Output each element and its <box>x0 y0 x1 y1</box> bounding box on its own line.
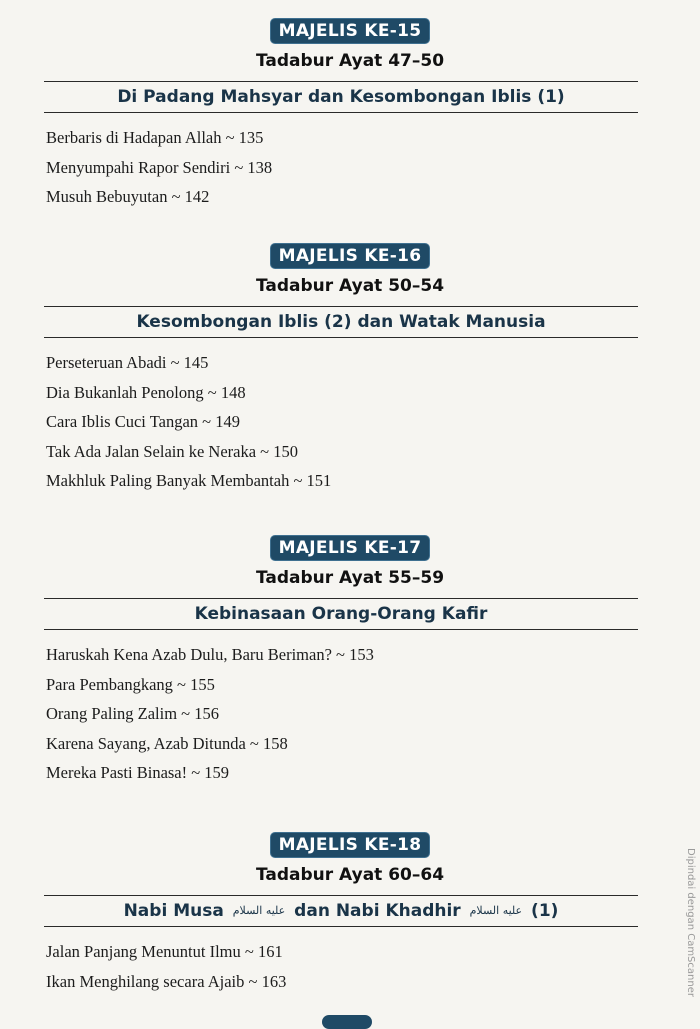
section-topic: Di Padang Mahsyar dan Kesombongan Iblis (1) <box>44 81 638 113</box>
section-topic: Kebinasaan Orang-Orang Kafir <box>44 598 638 630</box>
honorific-calligraphy-icon: عليه السلام <box>469 904 523 917</box>
toc-entry[interactable]: Dia Bukanlah Penolong ~ 148 <box>46 382 246 402</box>
entry-list <box>46 123 700 212</box>
toc-entry[interactable]: Tak Ada Jalan Selain ke Neraka ~ 150 <box>46 441 298 461</box>
honorific-calligraphy-icon: عليه السلام <box>232 904 286 917</box>
section-subtitle: Tadabur Ayat 47–50 <box>255 51 445 71</box>
section-topic: Kesombongan Iblis (2) dan Watak Manusia <box>44 306 638 338</box>
entry-list <box>46 348 700 496</box>
scanner-watermark: Dipindai dengan CamScanner <box>685 848 696 997</box>
topic-text: dan Nabi Khadhir <box>294 901 461 921</box>
toc-entry[interactable]: Orang Paling Zalim ~ 156 <box>46 704 219 723</box>
section-majelis-17 <box>0 535 700 788</box>
toc-entry[interactable]: Haruskah Kena Azab Dulu, Baru Beriman? ~ 153 <box>46 645 374 664</box>
toc-entry[interactable]: Musuh Bebuyutan ~ 142 <box>46 187 210 206</box>
toc-entry[interactable]: Ikan Menghilang secara Ajaib ~ 163 <box>46 971 287 991</box>
section-majelis-16 <box>0 243 700 496</box>
entry-list <box>46 937 700 996</box>
toc-entry[interactable]: Para Pembangkang ~ 155 <box>46 674 215 694</box>
toc-entry[interactable]: Makhluk Paling Banyak Membantah ~ 151 <box>46 471 332 490</box>
section-subtitle: Tadabur Ayat 60–64 <box>255 865 445 885</box>
toc-entry[interactable]: Jalan Panjang Menuntut Ilmu ~ 161 <box>46 942 283 961</box>
entry-list <box>46 640 700 788</box>
toc-entry[interactable]: Mereka Pasti Binasa! ~ 159 <box>46 763 230 782</box>
toc-entry[interactable]: Karena Sayang, Azab Ditunda ~ 158 <box>46 733 288 753</box>
section-badge: MAJELIS KE-16 <box>270 243 431 269</box>
section-badge: MAJELIS KE-15 <box>270 18 431 44</box>
topic-text: (1) <box>531 901 559 921</box>
page-number-tab <box>322 1015 372 1029</box>
toc-entry[interactable]: Menyumpahi Rapor Sendiri ~ 138 <box>46 157 273 177</box>
section-subtitle: Tadabur Ayat 50–54 <box>255 276 445 296</box>
toc-entry[interactable]: Perseteruan Abadi ~ 145 <box>46 353 209 372</box>
section-badge: MAJELIS KE-17 <box>270 535 431 561</box>
section-majelis-18 <box>0 832 700 996</box>
toc-entry[interactable]: Berbaris di Hadapan Allah ~ 135 <box>46 128 264 147</box>
section-majelis-15 <box>0 18 700 212</box>
topic-text: Nabi Musa <box>123 901 224 921</box>
section-subtitle: Tadabur Ayat 55–59 <box>255 568 445 588</box>
toc-entry[interactable]: Cara Iblis Cuci Tangan ~ 149 <box>46 412 240 431</box>
section-badge: MAJELIS KE-18 <box>270 832 431 858</box>
section-topic <box>44 895 638 927</box>
